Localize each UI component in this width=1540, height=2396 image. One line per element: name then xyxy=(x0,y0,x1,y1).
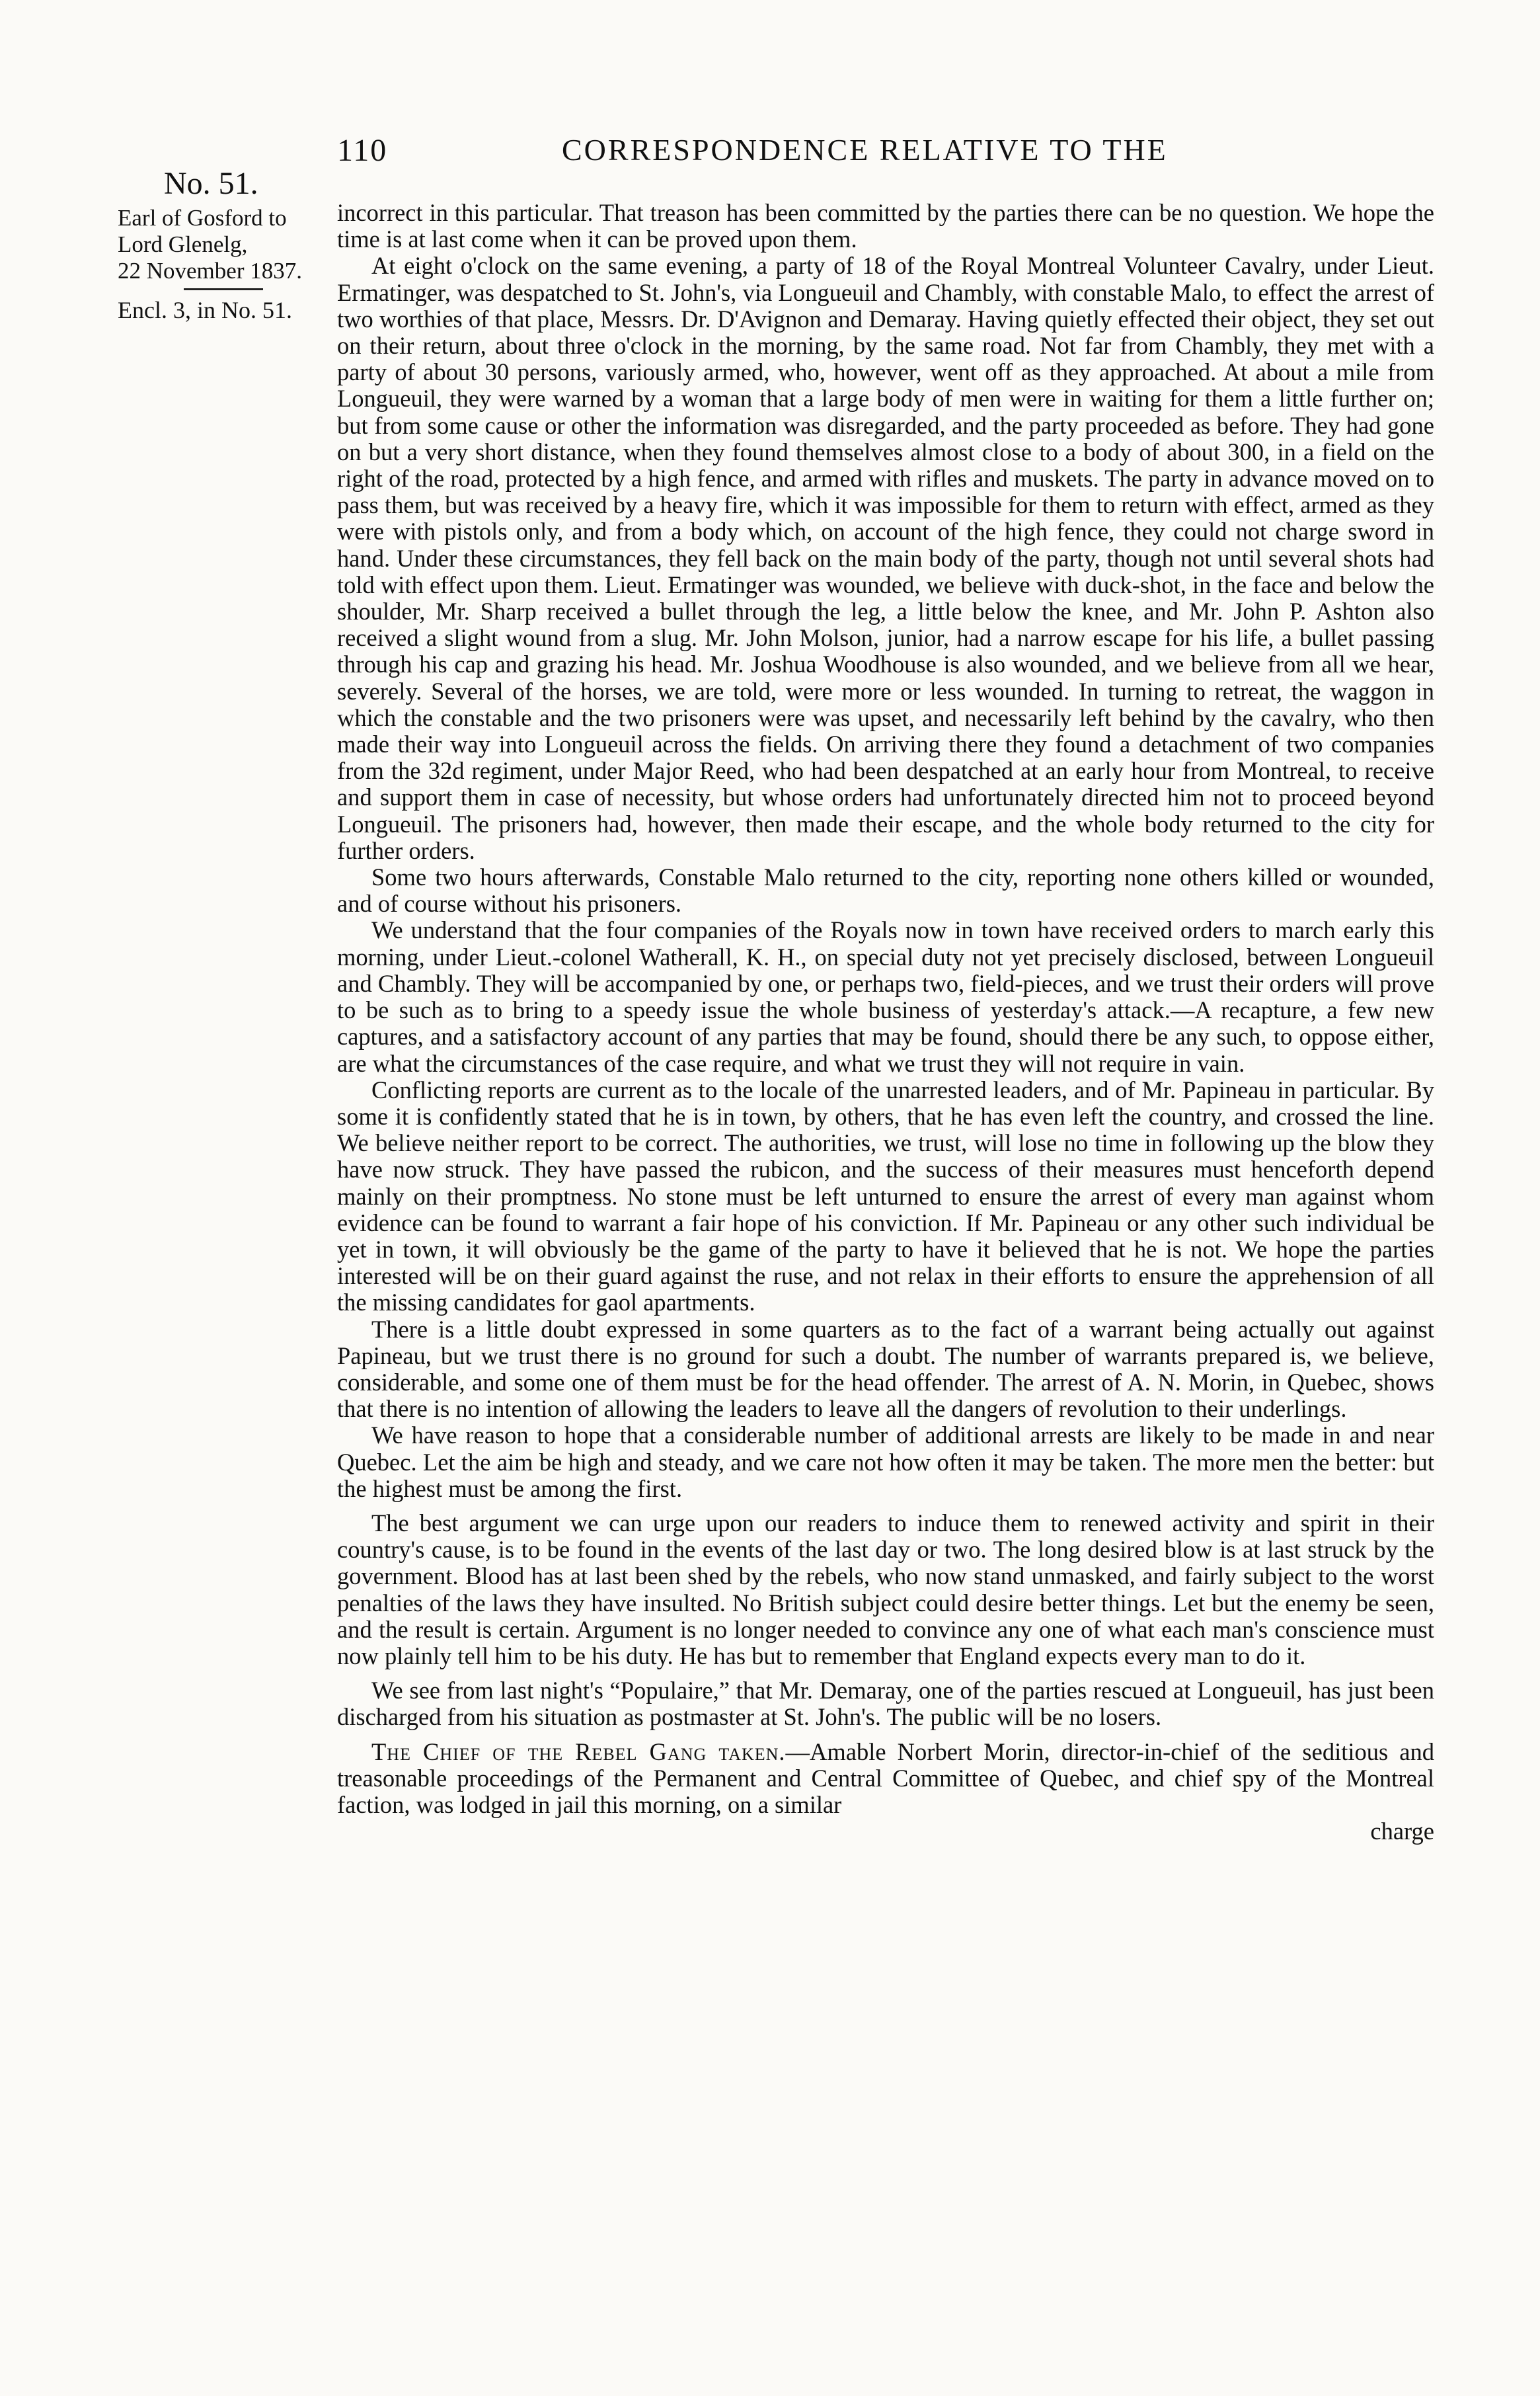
document-number: No. 51. xyxy=(164,166,258,201)
margin-divider xyxy=(184,288,263,290)
margin-notes xyxy=(118,205,336,323)
page-number: 110 xyxy=(337,133,388,168)
paragraph: Conflicting reports are current as to the locale of the unarrested leaders, and of Mr. Papineau in particular. By some it is confidently stated that he is in town, by others, that he has even left the country, and crossed the line. We believe neither report to be correct. The authorities, we trust, will lose no time in following up the blow they have now struck. They have passed the rubicon, and the success of their measures must henceforth depend mainly on their promptness. No stone must be left unturned to ensure the arrest of every man against whom evidence can be found to warrant a fair hope of his conviction. If Mr. Papineau or any other such individual be yet in town, it will obviously be the game of the party to have it believed that he is not. We hope the parties interested will be on their guard against the ruse, and not relax in their efforts to ensure the apprehension of all the missing candidates for gaol apartments. xyxy=(337,1076,1434,1316)
last-paragraph-text: —Amable Norbert Morin, director-in-chief of the seditious and treasonable proceedings of the Permanent and Central Committee of Quebec, and chief spy of the Montreal faction, was lodged in jail this morning, on a similar xyxy=(337,1737,1434,1818)
margin-date: 22 November 1837. xyxy=(118,258,302,284)
paragraph: There is a little doubt expressed in some quarters as to the fact of a warrant being actually out against Papineau, but we trust there is no ground for such a doubt. The number of warrants prepared is, we believe, considerable, and some one of them must be for the head offender. The arrest of A. N. Morin, in Quebec, shows that there is no intention of allowing the leaders to leave all the dangers of revolution to their underlings. xyxy=(337,1315,1434,1423)
paragraph: At eight o'clock on the same evening, a party of 18 of the Royal Montreal Volunteer Cavalry, under Lieut. Ermatinger, was despatched to St. John's, via Longueuil and Chambly, with constable Malo, to effect the arrest of two worthies of that place, Messrs. Dr. D'Avignon and Demaray. Having quietly effected their object, they set out on their return, about three o'clock in the morning, by the same road. Not far from Chambly, they met with a party of about 30 persons, variously armed, who, however, went off as they approached. At about a mile from Longueuil, they were warned by a woman that a large body of men were in waiting for them a little further on; but from some cause or other the information was disregarded, and the party proceeded as before. They had gone on but a very short distance, when they found themselves almost close to a body of about 300, in a field on the right of the road, protected by a high fence, and armed with rifles and muskets. The party in advance moved on to pass them, but was received by a heavy fire, which it was impossible for them to return with effect, armed as they were with pistols only, and from a body which, on account of the high fence, they could not charge sword in hand. Under these circumstances, they fell back on the main body of the party, though not until several shots had told with effect upon them. Lieut. Ermatinger was wounded, we believe with duck-shot, in the face and below the shoulder, Mr. Sharp received a bullet through the leg, a little below the knee, and Mr. John P. Ashton also received a slight wound from a slug. Mr. John Molson, junior, had a narrow escape for his life, a bullet passing through his cap and grazing his head. Mr. Joshua Woodhouse is also wounded, and we believe from all we hear, severely. Several of the horses, we are told, were more or less wounded. In turning to retreat, the waggon in which the constable and the two prisoners were was upset, and necessarily left behind by the cavalry, who then made their way into Longueuil across the fields. On arriving there they found a detachment of two companies from the 32d regiment, under Major Reed, who had been despatched at an early hour from Montreal, to receive and support them in case of necessity, but whose orders had unfortunately directed him not to proceed beyond Longueuil. The prisoners had, however, then made their escape, and the whole body returned to the city for further orders. xyxy=(337,252,1434,864)
paragraph: The best argument we can urge upon our readers to induce them to renewed activity and spirit in their country's cause, is to be found in the events of the last day or two. The long desired blow is at last struck by the government. Blood has at last been shed by the rebels, who now stand unmasked, and fairly subject to the worst penalties of the laws they have insulted. No British subject could desire better things. Let but the enemy be seen, and the result is certain. Argument is no longer needed to convince any one of what each man's conscience must now plainly tell him to be his duty. He has but to remember that England expects every man to do it. xyxy=(337,1509,1434,1669)
paragraph: We understand that the four companies of the Royals now in town have received orders to march early this morning, under Lieut.-colonel Watherall, K. H., on special duty not yet precisely disclosed, between Longueuil and Chambly. They will be accompanied by one, or perhaps two, field-pieces, and we trust their orders will prove to be such as to bring to a speedy issue the whole business of yesterday's attack.—A recapture, a few new captures, and a satisfactory account of any parties that may be found, should there be any such, to oppose either, are what the circumstances of the case require, and what we trust they will not require in vain. xyxy=(337,916,1434,1077)
running-head xyxy=(337,132,1434,179)
margin-from: Earl of Gosford to xyxy=(118,205,287,231)
running-title: CORRESPONDENCE RELATIVE TO THE xyxy=(562,133,1168,167)
section-heading: The Chief of the Rebel Gang taken. xyxy=(371,1737,786,1765)
paragraph: We have reason to hope that a considerable number of additional arrests are likely to be made in and near Quebec. Let the aim be high and steady, and we care not how often it may be taken. The more men the better: but the highest must be among the first. xyxy=(337,1421,1434,1502)
paragraph: We see from last night's “Populaire,” that Mr. Demaray, one of the parties rescued at Longueuil, has just been discharged from his situation as postmaster at St. John's. The public will be no losers. xyxy=(337,1677,1434,1731)
paragraph: Some two hours afterwards, Constable Malo returned to the city, reporting none others killed or wounded, and of course without his prisoners. xyxy=(337,863,1434,918)
paragraph: incorrect in this particular. That treason has been committed by the parties there can be no question. We hope the time is at last come when it can be proved upon them. xyxy=(337,199,1434,253)
body-text xyxy=(337,200,1434,1845)
margin-enclosure: Encl. 3, in No. 51. xyxy=(118,297,292,323)
last-paragraph xyxy=(337,1739,1434,1819)
margin-to: Lord Glenelg, xyxy=(118,231,248,257)
catchword: charge xyxy=(1370,1817,1434,1845)
